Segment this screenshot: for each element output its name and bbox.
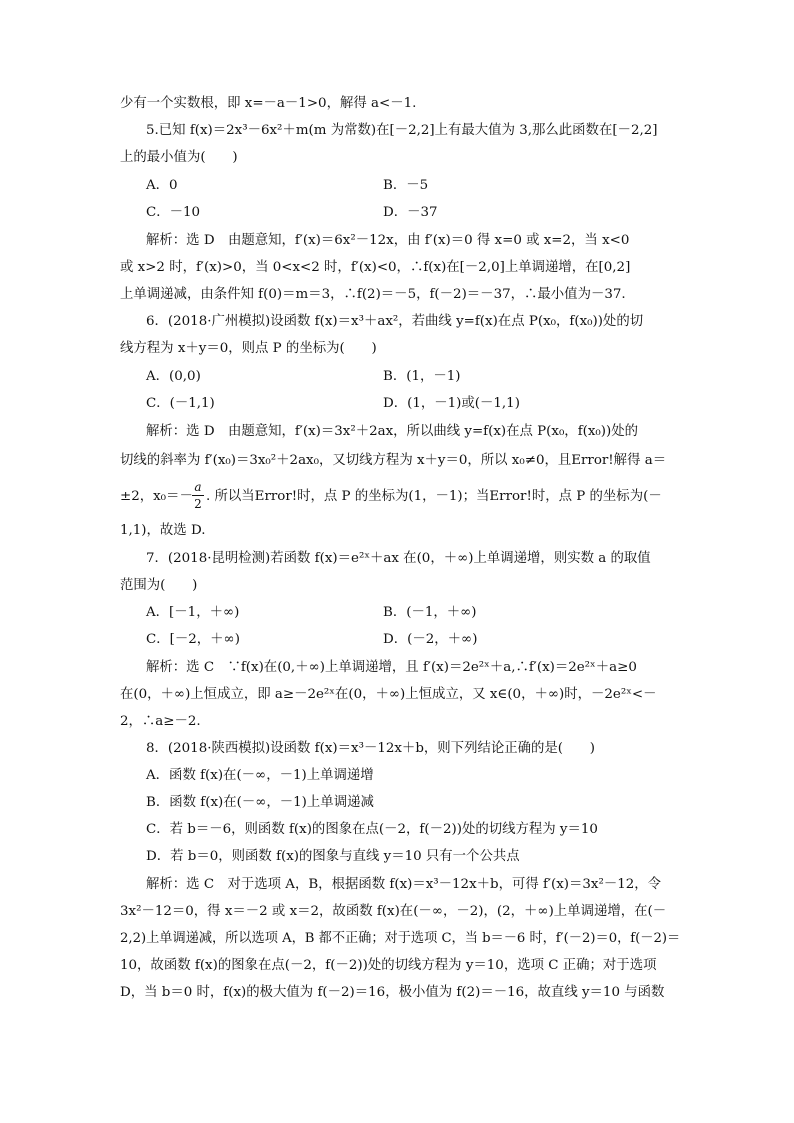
solution-line: 切线的斜率为 f′(x₀)＝3x₀²＋2ax₀，又切线方程为 x＋y＝0，所以 x₀≠0，且Error!解得 a＝ [120,453,667,468]
text-line: 范围为( ) [120,578,198,593]
solution-line: 2,2)上单调递减，所以选项 A，B 都不正确；对于选项 C，当 b＝－6 时，f′(－2)＝0，f(－2)＝ [120,931,681,946]
text-line: 少有一个实数根，即 x=－a－1>0，解得 a<－1. [120,96,417,111]
option-c: C．－10 [146,205,201,220]
question-8-stem: 8．(2018·陕西模拟)设函数 f(x)＝x³－12x＋b，则下列结论正确的是( ) [146,741,596,756]
solution-line: 解析：选 C ∵f(x)在(0,＋∞)上单调递增，且 f′(x)＝2e²ˣ＋a,∴f′(x)＝2e²ˣ＋a≥0 [146,660,637,675]
option-d: D．若 b＝0，则函数 f(x)的图象与直线 y＝10 只有一个公共点 [146,849,520,864]
option-a: A．(0,0) [146,369,201,384]
option-b: B．(1，－1) [383,369,461,384]
option-d: D．(－2，＋∞) [383,632,478,647]
solution-line: 3x²－12＝0，得 x＝－2 或 x＝2，故函数 f(x)在(－∞，－2)，(2，＋∞)上单调递增，在(－ [120,904,667,919]
solution-line: ±2，x₀＝－ [120,489,193,504]
option-c: C．若 b＝－6，则函数 f(x)的图象在点(－2，f(－2))处的切线方程为 y＝10 [146,822,598,837]
solution-line: 解析：选 D 由题意知，f′(x)＝6x²－12x，由 f′(x)＝0 得 x=0 或 x=2，当 x<0 [146,233,630,248]
fraction-denominator: 2 [194,497,202,511]
option-c: C．[－2，＋∞) [146,632,240,647]
solution-line: 上单调递减，由条件知 f(0)＝m＝3，∴f(2)＝－5，f(－2)＝－37，∴最小值为－37. [120,287,626,302]
option-b: B．－5 [383,178,429,193]
solution-line: 在(0，＋∞)上恒成立，即 a≥－2e²ˣ在(0，＋∞)上恒成立，又 x∈(0，＋∞)时，－2e²ˣ<－ [120,687,657,702]
solution-line: 解析：选 D 由题意知，f′(x)＝3x²＋2ax，所以曲线 y=f(x)在点 P(x₀，f(x₀))处的 [146,424,639,439]
fraction-bar [192,495,204,496]
fraction-numerator: a [194,480,202,494]
solution-line: 或 x>2 时，f′(x)>0，当 0<x<2 时，f′(x)<0，∴f(x)在[－2,0]上单调递增，在[0,2] [120,260,631,275]
solution-line: 解析：选 C 对于选项 A，B，根据函数 f(x)＝x³－12x＋b，可得 f′(x)＝3x²－12，令 [146,877,662,892]
solution-line: 10，故函数 f(x)的图象在点(－2，f(－2))处的切线方程为 y＝10，选项 C 正确；对于选项 [120,958,657,973]
fraction-a-over-2 [191,480,205,511]
option-a: A．0 [146,178,178,193]
option-b: B．函数 f(x)在(－∞，－1)上单调递减 [146,795,374,810]
text-line: 上的最小值为( ) [120,150,238,165]
option-d: D．(1，－1)或(－1,1) [383,396,520,411]
option-a: A．函数 f(x)在(－∞，－1)上单调递增 [146,768,374,783]
option-b: B．(－1，＋∞) [383,605,477,620]
question-7-stem: 7．(2018·昆明检测)若函数 f(x)＝e²ˣ＋ax 在(0，＋∞)上单调递增，则实数 a 的取值 [146,551,651,566]
question-5-stem: 5.已知 f(x)＝2x³－6x²＋m(m 为常数)在[－2,2]上有最大值为 3,那么此函数在[－2,2] [146,123,658,138]
option-c: C．(－1,1) [146,396,215,411]
option-a: A．[－1，＋∞) [146,605,240,620]
solution-line: D，当 b＝0 时，f(x)的极大值为 f(－2)＝16，极小值为 f(2)＝－16，故直线 y＝10 与函数 [120,985,665,1000]
solution-line: 2，∴a≥－2. [120,714,201,729]
solution-line: 1,1)，故选 D. [120,523,206,538]
option-d: D．－37 [383,205,438,220]
text-line: 线方程为 x＋y＝0，则点 P 的坐标为( ) [120,341,377,356]
question-6-stem: 6．(2018·广州模拟)设函数 f(x)＝x³＋ax²，若曲线 y=f(x)在点 P(x₀，f(x₀))处的切 [146,314,644,329]
solution-line: . 所以当Error!时，点 P 的坐标为(1，－1)；当Error!时，点 P 的坐标为(－ [206,489,662,504]
